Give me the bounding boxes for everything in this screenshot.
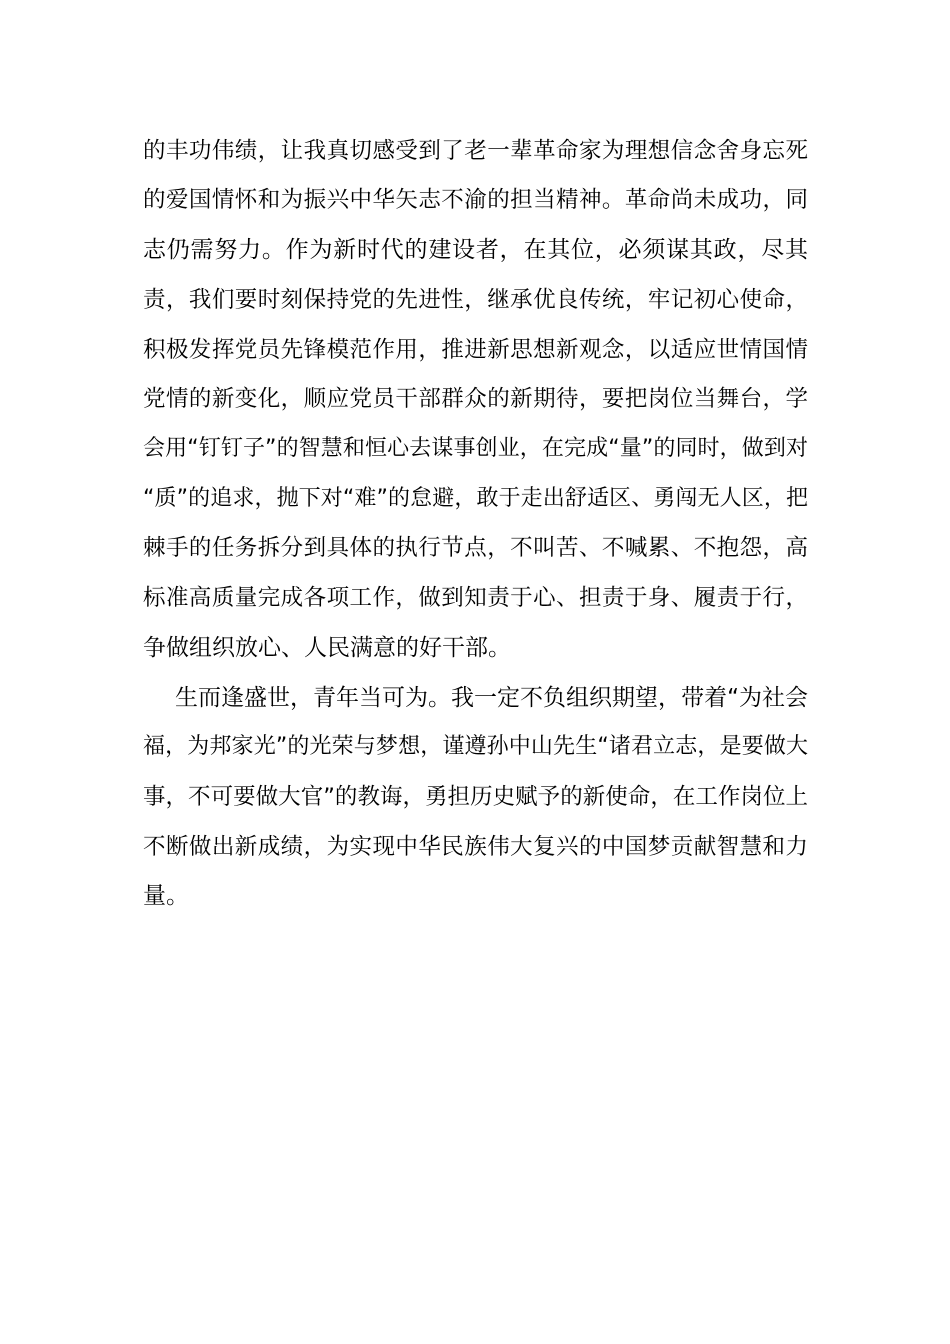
text-line: 的爱国情怀和为振兴中华矢志不渝的担当精神。革命尚未成功，同 bbox=[143, 187, 808, 213]
text-line: 不断做出新成绩，为实现中华民族伟大复兴的中国梦贡献智慧和力 bbox=[143, 834, 808, 860]
text-line: 量。 bbox=[143, 883, 189, 909]
text-line: 积极发挥党员先锋模范作用，推进新思想新观念，以适应世情国情 bbox=[143, 337, 808, 363]
text-line: 生而逢盛世，青年当可为。我一定不负组织期望，带着“为社会 bbox=[175, 685, 808, 711]
text-line: 福，为邦家光”的光荣与梦想，谨遵孙中山先生“诸君立志，是要做大 bbox=[143, 734, 808, 759]
text-line: 责，我们要时刻保持党的先进性，继承优良传统，牢记初心使命， bbox=[143, 287, 808, 313]
text-line: 标准高质量完成各项工作，做到知责于心、担责于身、履责于行， bbox=[143, 585, 808, 611]
text-line: 棘手的任务拆分到具体的执行节点，不叫苦、不喊累、不抱怨，高 bbox=[143, 535, 808, 561]
text-line: “质”的追求，抛下对“难”的怠避，敢于走出舒适区、勇闯无人区，把 bbox=[143, 486, 808, 511]
text-line: 党情的新变化，顺应党员干部群众的新期待，要把岗位当舞台，学 bbox=[143, 386, 808, 412]
text-line: 争做组织放心、人民满意的好干部。 bbox=[143, 635, 511, 661]
text-line: 的丰功伟绩，让我真切感受到了老一辈革命家为理想信念舍身忘死 bbox=[143, 138, 808, 164]
text-line: 事，不可要做大官”的教诲，勇担历史赋予的新使命，在工作岗位上 bbox=[143, 784, 808, 810]
text-line: 志仍需努力。作为新时代的建设者，在其位，必须谋其政，尽其 bbox=[143, 237, 808, 263]
text-line: 会用“钉钉子”的智慧和恒心去谋事创业，在完成“量”的同时，做到对 bbox=[143, 436, 808, 461]
